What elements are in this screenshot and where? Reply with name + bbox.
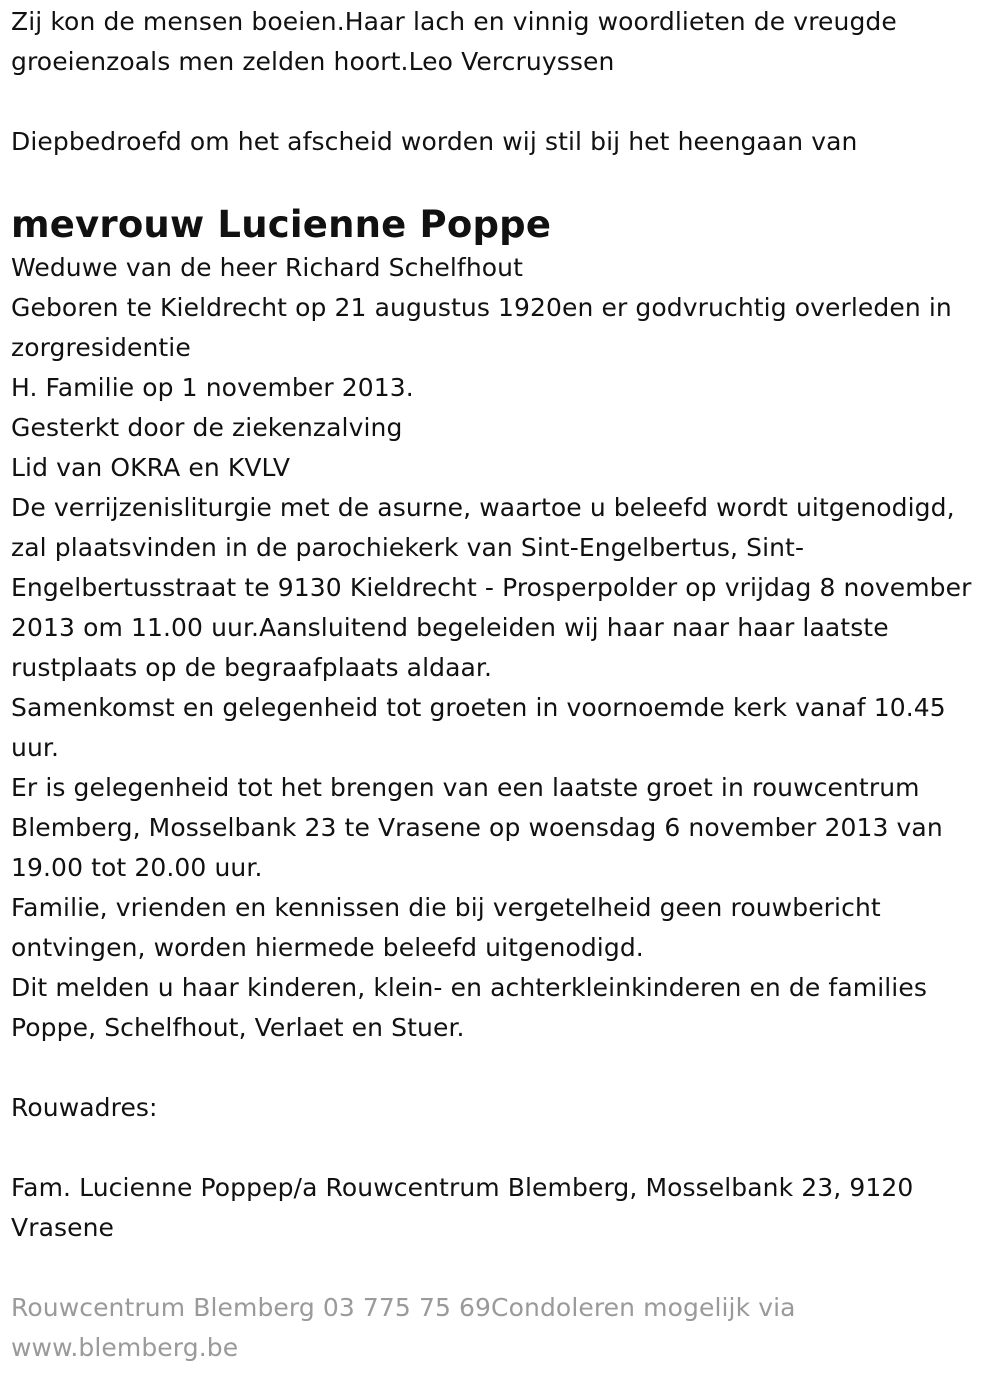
body-line: Gesterkt door de ziekenzalving xyxy=(11,413,403,442)
funeral-home-footer: Rouwcentrum Blemberg 03 775 75 69Condoleren mogelijk via www.blemberg.be xyxy=(11,1293,796,1362)
body-line: Geboren te Kieldrecht op 21 augustus 1920en er godvruchtig overleden in zorgresidentie xyxy=(11,293,952,362)
body-line: Dit melden u haar kinderen, klein- en achterkleinkinderen en de families Poppe, Schelfhout, Verlaet en Stuer. xyxy=(11,973,927,1042)
rouwadres-label: Rouwadres: xyxy=(11,1093,158,1122)
memorial-quote: Zij kon de mensen boeien.Haar lach en vinnig woordlieten de vreugde groeienzoals men zelden hoort.Leo Vercruyssen xyxy=(11,7,897,76)
intro-text: Diepbedroefd om het afscheid worden wij stil bij het heengaan van xyxy=(11,127,858,156)
body-line: Lid van OKRA en KVLV xyxy=(11,453,291,482)
body-line: Er is gelegenheid tot het brengen van een laatste groet in rouwcentrum Blemberg, Mosselbank 23 te Vrasene op woensdag 6 november 2013 van 19.00 tot 20.00 uur. xyxy=(11,773,943,882)
body-line: H. Familie op 1 november 2013. xyxy=(11,373,414,402)
obituary-body xyxy=(11,248,986,1048)
rouwadres-address: Fam. Lucienne Poppep/a Rouwcentrum Blemberg, Mosselbank 23, 9120 Vrasene xyxy=(11,1173,914,1242)
body-line: Weduwe van de heer Richard Schelfhout xyxy=(11,253,524,282)
body-line: Samenkomst en gelegenheid tot groeten in voornoemde kerk vanaf 10.45 uur. xyxy=(11,693,946,762)
body-line: Familie, vrienden en kennissen die bij vergetelheid geen rouwbericht ontvingen, worden hiermede beleefd uitgenodigd. xyxy=(11,893,881,962)
body-line: De verrijzenisliturgie met de asurne, waartoe u beleefd wordt uitgenodigd, zal plaatsvinden in de parochiekerk van Sint-Engelbertus, Sint-Engelbertusstraat te 9130 Kieldrecht - Prosperpolder op vrijdag 8 november 2013 om 11.00 uur.Aansluitend begeleiden wij haar naar haar laatste rustplaats op de begraafplaats aldaar. xyxy=(11,493,972,682)
deceased-name: mevrouw Lucienne Poppe xyxy=(11,203,552,246)
